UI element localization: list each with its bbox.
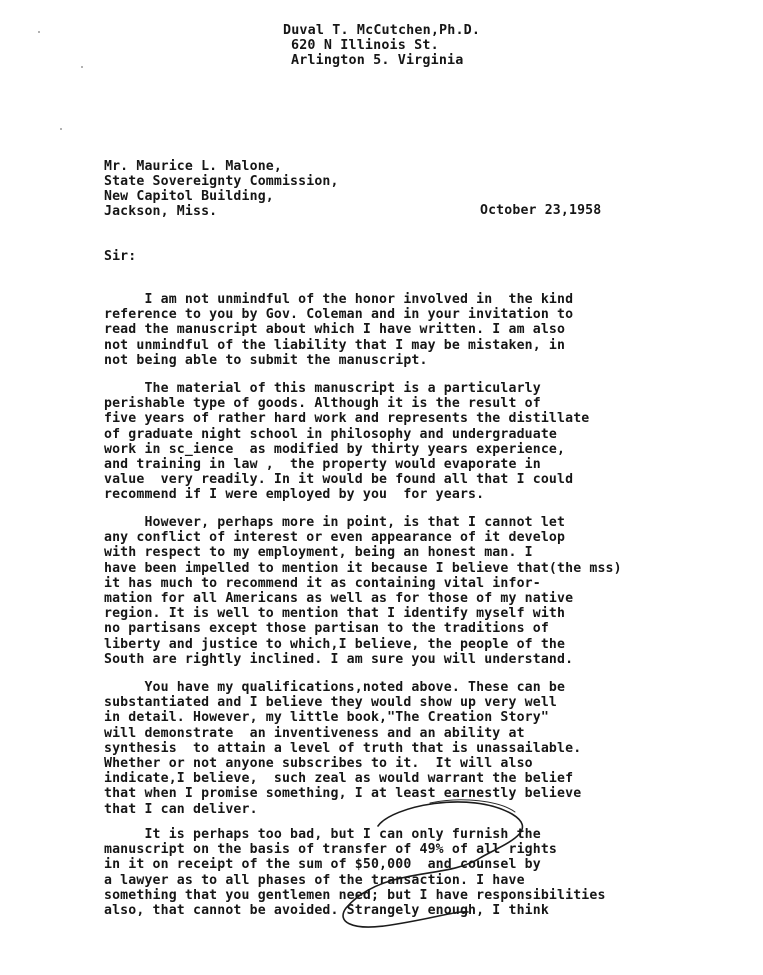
body-line: five years of rather hard work and represents the distillate [104, 411, 590, 427]
body-line: will demonstrate an inventiveness and an ability at [104, 725, 525, 741]
body-line: any conflict of interest or even appearance of it develop [104, 530, 566, 546]
body-line: The material of this manuscript is a particularly [104, 381, 541, 396]
body-line: in it on receipt of the sum of $50,000 and counsel by [104, 857, 541, 873]
body-line: have been impelled to mention it because I believe that(the mss) [104, 560, 622, 576]
sender-name: Duval T. McCutchen,Ph.D. [283, 23, 481, 38]
recipient-line-3: New Capitol Building, [104, 189, 274, 204]
body-line: not being able to submit the manuscript. [104, 352, 428, 368]
sender-city: Arlington 5. Virginia [291, 53, 464, 68]
body-line: substantiated and I believe they would show up very well [104, 695, 558, 711]
body-line: South are rightly inclined. I am sure you will understand. [104, 651, 574, 667]
body-line: that I can deliver. [104, 801, 258, 817]
body-line: a lawyer as to all phases of the transaction. I have [104, 872, 525, 888]
body-line: You have my qualifications,noted above. These can be [104, 680, 566, 695]
body-line: I am not unmindful of the honor involved in the kind [104, 292, 574, 307]
recipient-line-4: Jackson, Miss. [104, 204, 218, 219]
body-line: and training in law , the property would evaporate in [104, 457, 541, 472]
body-line: read the manuscript about which I have written. I am also [104, 322, 566, 338]
salutation: Sir: [104, 249, 137, 264]
body-line: perishable type of goods. Although it is the result of [104, 396, 541, 412]
body-line: reference to you by Gov. Coleman and in your invitation to [104, 307, 574, 323]
body-line: liberty and justice to which,I believe, the people of the [104, 636, 566, 652]
recipient-line-1: Mr. Maurice L. Malone, [104, 159, 282, 174]
body-line: It is perhaps too bad, but I can only furnish the [104, 827, 541, 842]
sender-street: 620 N Illinois St. [291, 38, 439, 53]
body-line: recommend if I were employed by you for years. [104, 487, 485, 503]
recipient-line-2: State Sovereignty Commission, [104, 174, 339, 189]
body-line: no partisans except those partisan to the traditions of [104, 621, 549, 637]
body-line: it has much to recommend it as containing vital infor- [104, 575, 541, 591]
body-line: work in sc_ience as modified by thirty years experience, [104, 441, 566, 457]
body-line: with respect to my employment, being an honest man. I [104, 545, 533, 561]
body-line: value very readily. In it would be found all that I could [104, 472, 574, 488]
body-line: also, that cannot be avoided. Strangely enough, I think [104, 903, 549, 918]
body-line: indicate,I believe, such zeal as would warrant the belief [104, 771, 574, 787]
paper-speck [60, 128, 62, 130]
body-line: region. It is well to mention that I identify myself with [104, 606, 566, 622]
body-line: not unmindful of the liability that I may be mistaken, in [104, 337, 566, 353]
body-line: Whether or not anyone subscribes to it. It will also [104, 756, 533, 771]
body-line: synthesis to attain a level of truth that is unassailable. [104, 740, 582, 756]
paper-speck [81, 66, 83, 68]
paper-speck [38, 31, 40, 33]
body-line: mation for all Americans as well as for those of my native [104, 591, 574, 606]
body-line: of graduate night school in philosophy and undergraduate [104, 426, 558, 442]
body-line: that when I promise something, I at least earnestly believe [104, 786, 582, 802]
body-line: However, perhaps more in point, is that I cannot let [104, 515, 566, 530]
letter-date: October 23,1958 [480, 203, 602, 218]
body-line: in detail. However, my little book,"The Creation Story" [104, 710, 549, 726]
body-line: something that you gentlemen need; but I have responsibilities [104, 887, 606, 903]
body-line: manuscript on the basis of transfer of 49% of all rights [104, 842, 558, 858]
